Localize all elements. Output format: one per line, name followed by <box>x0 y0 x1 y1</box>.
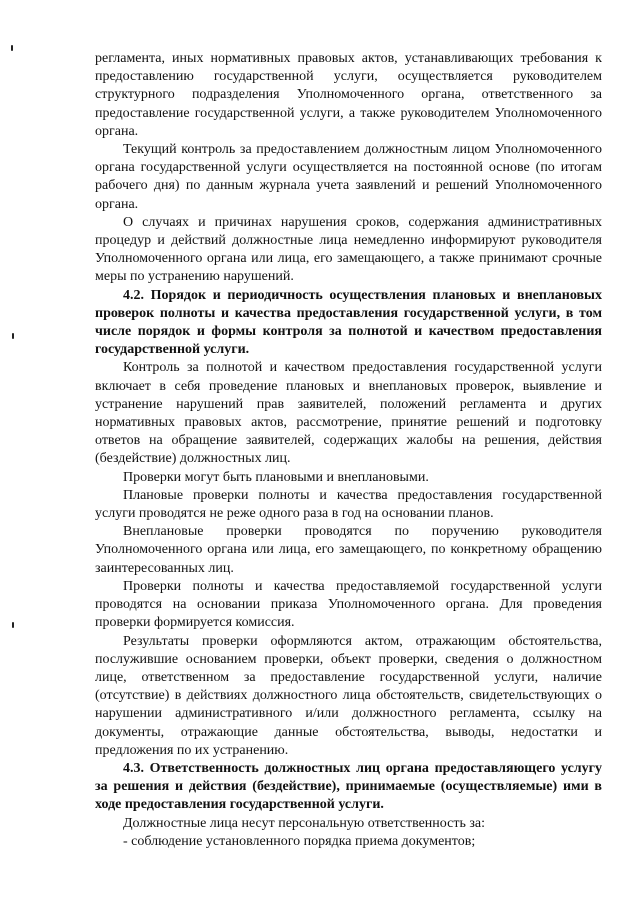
paragraph: Результаты проверки оформляются актом, отражающим обстоятельства, послужившие основанием проверки, объект проверки, сведения о должностном лице, ответственном за предоставление государственной услуги, наличие (отсутствие) в действиях должностного лица обстоятельств, свидетельствующих о нарушении административного и/или должностного регламента, ссылку на документы, отражающие данные обстоятельства, выводы, недостатки и предложения по их устранению. <box>95 633 602 758</box>
section-heading-4-3: 4.3. Ответственность должностных лиц органа предоставляющего услугу за решения и действия (бездействие), принимаемые (осуществляемые) ими в ходе предоставления государственной услуги. <box>95 760 602 813</box>
list-item: - соблюдение установленного порядка приема документов; <box>123 833 476 849</box>
margin-mark <box>12 333 14 339</box>
paragraph: регламента, иных нормативных правовых актов, устанавливающих требования к предоставлению государственной услуги, осуществляется руководителем структурного подразделения Уполномоченного органа, ответственного за предоставление государственной услуги, а также руководителем Уполномоченного органа. <box>95 51 602 139</box>
document-body <box>95 50 602 851</box>
margin-mark <box>12 622 14 628</box>
paragraph: Текущий контроль за предоставлением должностным лицом Уполномоченного органа государственной услуги осуществляется на постоянной основе (по итогам рабочего дня) по данным журнала учета заявлений и решений Уполномоченного органа. <box>95 142 602 212</box>
paragraph: Внеплановые проверки проводятся по поручению руководителя Уполномоченного органа или лица, его замещающего, по конкретному обращению заинтересованных лиц. <box>95 524 602 576</box>
paragraph: Проверки могут быть плановыми и внеплановыми. <box>123 469 429 485</box>
paragraph: Плановые проверки полноты и качества предоставления государственной услуги проводятся не реже одного раза в год на основании планов. <box>95 487 602 522</box>
paragraph: Должностные лица несут персональную ответственность за: <box>123 815 485 831</box>
margin-mark <box>11 45 13 51</box>
paragraph: О случаях и причинах нарушения сроков, содержания административных процедур и действий должностные лица немедленно информируют руководителя Уполномоченного органа или лица, его замещающего, а также принимают срочные меры по устранению нарушений. <box>95 214 602 285</box>
paragraph: Проверки полноты и качества предоставляемой государственной услуги проводятся на основании приказа Уполномоченного органа. Для проведения проверки формируется комиссия. <box>95 578 602 631</box>
paragraph: Контроль за полнотой и качеством предоставления государственной услуги включает в себя проведение плановых и внеплановых проверок, выявление и устранение нарушений прав заявителей, положений регламента и других нормативных правовых актов, рассмотрение, принятие решений и подготовку ответов на обращение заявителей, содержащих жалобы на решения, действия (бездействие) должностных лиц. <box>95 360 602 467</box>
section-heading-4-2: 4.2. Порядок и периодичность осуществления плановых и внеплановых проверок полноты и качества предоставления государственной услуги, в том числе порядок и формы контроля за полнотой и качеством предоставления государственной услуги. <box>95 287 602 358</box>
